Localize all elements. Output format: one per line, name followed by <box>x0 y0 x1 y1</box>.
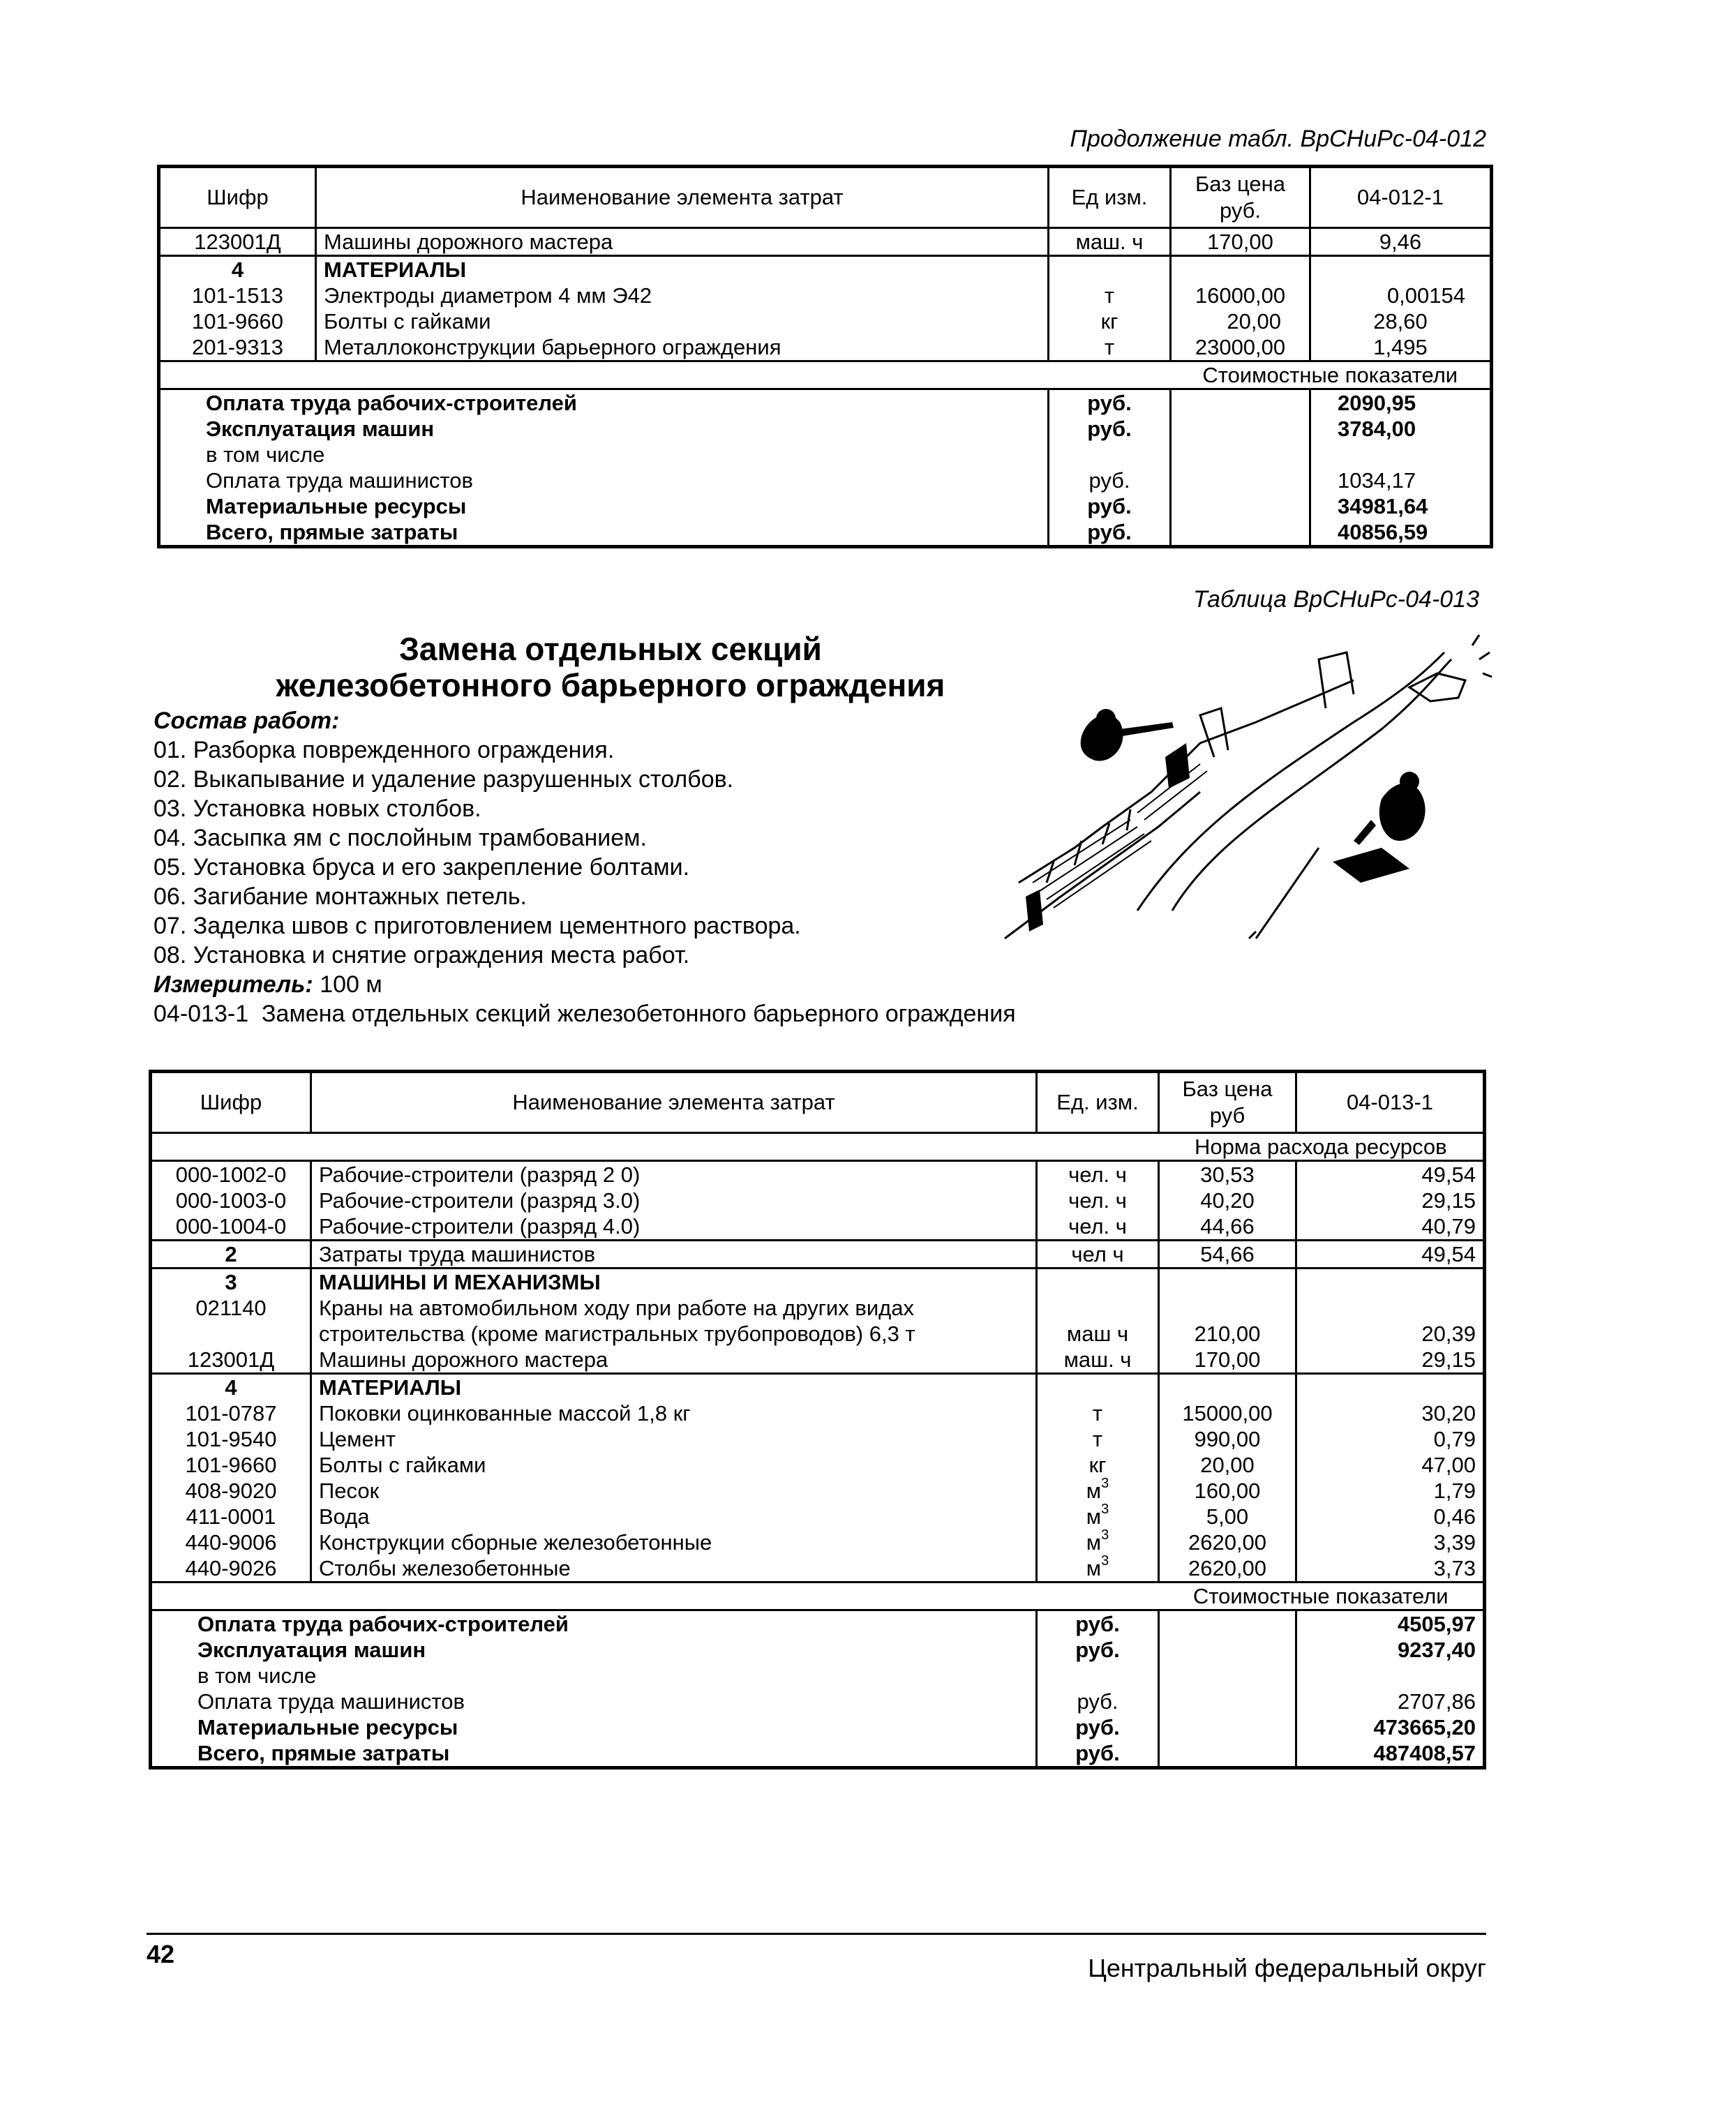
header-price: Баз цена руб <box>1159 1072 1296 1133</box>
cost-value <box>1296 1663 1485 1689</box>
row-unit: т <box>1049 334 1171 361</box>
cost-header-row <box>151 1582 1485 1610</box>
cost-unit: руб. <box>1049 493 1171 519</box>
row-value <box>1296 1269 1485 1296</box>
row-unit: т <box>1037 1400 1159 1426</box>
cost-unit: руб. <box>1037 1637 1159 1663</box>
unit-text: м <box>1086 1479 1102 1503</box>
row-name: Машины дорожного мастера <box>316 228 1049 256</box>
footer-rule <box>147 1933 1486 1935</box>
row-value: 1,495 <box>1310 334 1492 361</box>
cost-empty <box>1171 519 1310 547</box>
row-value <box>1296 1374 1485 1401</box>
cost-unit: руб. <box>1049 416 1171 442</box>
unit-superscript: 3 <box>1101 1478 1109 1491</box>
table-row <box>151 1555 1485 1582</box>
work-item: 05. Установка бруса и его закрепление болтами. <box>154 854 690 881</box>
row-code: 000-1004-0 <box>175 1214 287 1239</box>
table-row <box>159 228 1492 256</box>
row-code: 101-1513 <box>191 283 283 308</box>
header-code: Шифр <box>151 1072 311 1133</box>
table-row <box>151 1504 1485 1529</box>
unit-superscript: 3 <box>1101 1555 1109 1569</box>
measure-label: Измеритель: <box>154 971 313 998</box>
row-code: 408-9020 <box>185 1479 277 1503</box>
row-code: 440-9006 <box>185 1530 277 1555</box>
row-unit: кг <box>1049 308 1171 334</box>
row-unit <box>1037 1504 1159 1529</box>
row-price: 15000,00 <box>1159 1400 1296 1426</box>
cost-row <box>151 1663 1485 1689</box>
cost-label: Эксплуатация машин <box>197 1638 426 1662</box>
row-value: 30,20 <box>1296 1400 1485 1426</box>
row-name: Рабочие-строители (разряд 3.0) <box>311 1188 1037 1213</box>
row-value: 0,46 <box>1296 1504 1485 1529</box>
cost-empty <box>1171 493 1310 519</box>
norm-header-row <box>151 1133 1485 1161</box>
cost-empty <box>1159 1610 1296 1638</box>
row-name: строительства (кроме магистральных трубопроводов) 6,3 т <box>311 1321 1037 1347</box>
row-name: Машины дорожного мастера <box>311 1347 1037 1374</box>
cost-row <box>159 442 1492 467</box>
row-value: 3,73 <box>1296 1555 1485 1582</box>
cost-unit: руб. <box>1037 1714 1159 1740</box>
row-code: 101-9660 <box>185 1453 277 1477</box>
cost-empty <box>1171 467 1310 493</box>
row-name: Металлоконструкции барьерного ограждения <box>316 334 1049 361</box>
cost-empty <box>1159 1689 1296 1714</box>
cost-row <box>159 416 1492 442</box>
work-heading: Состав работ: <box>154 708 340 734</box>
row-code: 201-9313 <box>191 335 283 359</box>
row-code: 3 <box>151 1269 311 1296</box>
table-row <box>151 1269 1485 1296</box>
cost-row <box>159 467 1492 493</box>
cost-label: Оплата труда рабочих-строителей <box>159 389 1049 417</box>
cost-label: Материальные ресурсы <box>197 1715 458 1739</box>
row-name: Болты с гайками <box>316 308 1049 334</box>
cost-header: Стоимостные показатели <box>1171 361 1492 389</box>
header-unit: Ед. изм. <box>1037 1072 1159 1133</box>
row-value: 29,15 <box>1296 1347 1485 1374</box>
cost-row <box>151 1610 1485 1638</box>
row-code: 4 <box>151 1374 311 1401</box>
cost-row <box>159 493 1492 519</box>
row-price: 210,00 <box>1159 1321 1296 1347</box>
row-name: Поковки оцинкованные массой 1,8 кг <box>311 1400 1037 1426</box>
cost-label: Всего, прямые затраты <box>197 1741 450 1765</box>
work-item: 01. Разборка поврежденного ограждения. <box>154 737 615 763</box>
row-value: 40,79 <box>1296 1213 1485 1241</box>
cost-value: 40856,59 <box>1310 519 1492 547</box>
row-code: 2 <box>151 1241 311 1269</box>
title-line-1: Замена отдельных секций <box>399 631 822 667</box>
cost-header-spacer <box>159 361 1171 389</box>
row-name: Конструкции сборные железобетонные <box>311 1529 1037 1555</box>
row-code: 123001Д <box>159 228 316 256</box>
table-row <box>151 1161 1485 1188</box>
row-name: Рабочие-строители (разряд 4.0) <box>311 1213 1037 1241</box>
cost-row <box>151 1637 1485 1663</box>
row-price: 54,66 <box>1159 1241 1296 1269</box>
cost-label: Оплата труда машинистов <box>206 468 473 493</box>
row-name: Вода <box>311 1504 1037 1529</box>
cost-value: 9237,40 <box>1296 1637 1485 1663</box>
row-name: Песок <box>311 1478 1037 1504</box>
cost-value: 1034,17 <box>1310 467 1492 493</box>
cost-value: 473665,20 <box>1296 1714 1485 1740</box>
header-name: Наименование элемента затрат <box>311 1072 1037 1133</box>
work-item: 02. Выкапывание и удаление разрушенных столбов. <box>154 766 734 793</box>
row-price: 23000,00 <box>1171 334 1310 361</box>
cost-header-spacer <box>151 1582 1159 1610</box>
row-code: 4 <box>159 256 316 283</box>
cost-unit: руб. <box>1049 519 1171 547</box>
row-value: 28,60 <box>1310 308 1492 334</box>
row-unit: чел. ч <box>1037 1161 1159 1188</box>
cost-value: 34981,64 <box>1310 493 1492 519</box>
cost-unit: руб. <box>1037 1689 1159 1714</box>
cost-value <box>1310 442 1492 467</box>
header-code: Шифр <box>159 167 316 228</box>
table-04-012 <box>157 165 1493 548</box>
row-price: 170,00 <box>1171 228 1310 256</box>
cost-row <box>151 1689 1485 1714</box>
cost-unit <box>1037 1663 1159 1689</box>
cost-label: в том числе <box>206 442 325 467</box>
row-price: 170,00 <box>1159 1347 1296 1374</box>
cost-row <box>159 389 1492 417</box>
row-price: 990,00 <box>1159 1426 1296 1452</box>
row-name: Краны на автомобильном ходу при работе на других видах <box>311 1295 1037 1321</box>
row-price <box>1159 1374 1296 1401</box>
table-caption: Таблица ВрСНиРс-04-013 <box>1192 586 1479 613</box>
row-unit <box>1037 1478 1159 1504</box>
work-item: 04. Засыпка ям с послойным трамбованием. <box>154 825 647 851</box>
table-row <box>151 1374 1485 1401</box>
work-item: 06. Загибание монтажных петель. <box>154 883 527 910</box>
row-unit <box>1037 1529 1159 1555</box>
row-unit: чел. ч <box>1037 1213 1159 1241</box>
unit-text: м <box>1086 1504 1102 1529</box>
cost-value: 3784,00 <box>1310 416 1492 442</box>
table-row <box>151 1400 1485 1426</box>
row-value: 49,54 <box>1296 1161 1485 1188</box>
row-price: 2620,00 <box>1159 1555 1296 1582</box>
cost-empty <box>1171 416 1310 442</box>
measure-line <box>154 970 1016 999</box>
norm-line: 04-013-1 Замена отдельных секций железобетонного барьерного ограждения <box>154 1001 1016 1027</box>
cost-label: в том числе <box>197 1663 317 1688</box>
table-row <box>151 1529 1485 1555</box>
table-row <box>151 1478 1485 1504</box>
table-row <box>151 1213 1485 1241</box>
row-value: 20,39 <box>1296 1321 1485 1347</box>
row-value: 3,39 <box>1296 1529 1485 1555</box>
cost-label: Оплата труда машинистов <box>197 1689 465 1714</box>
cost-empty <box>1159 1637 1296 1663</box>
cost-empty <box>1159 1740 1296 1768</box>
table-row <box>151 1188 1485 1213</box>
norm-header-spacer <box>151 1133 1159 1161</box>
row-price: 160,00 <box>1159 1478 1296 1504</box>
row-unit <box>1037 1269 1159 1296</box>
row-price: 44,66 <box>1159 1213 1296 1241</box>
row-value: 1,79 <box>1296 1478 1485 1504</box>
cost-label: Оплата труда рабочих-строителей <box>151 1610 1037 1638</box>
row-code: 411-0001 <box>186 1504 276 1529</box>
work-composition <box>154 706 1016 1028</box>
cost-unit: руб. <box>1037 1610 1159 1638</box>
section-title <box>209 631 1012 703</box>
header-norm: 04-012-1 <box>1310 167 1492 228</box>
header-unit: Ед изм. <box>1049 167 1171 228</box>
title-line-2: железобетонного барьерного ограждения <box>276 667 945 703</box>
table-04-013 <box>149 1070 1486 1769</box>
row-unit: маш. ч <box>1037 1347 1159 1374</box>
cost-value: 4505,97 <box>1296 1610 1485 1638</box>
row-value: 0,00154 <box>1310 283 1492 308</box>
table-header-row <box>151 1072 1485 1133</box>
table-row <box>151 1295 1485 1321</box>
row-name: Рабочие-строители (разряд 2 0) <box>311 1161 1037 1188</box>
row-name: Цемент <box>311 1426 1037 1452</box>
cost-unit: руб. <box>1037 1740 1159 1768</box>
cost-row <box>151 1740 1485 1768</box>
cost-row <box>159 519 1492 547</box>
row-price: 20,00 <box>1159 1452 1296 1478</box>
row-price: 5,00 <box>1159 1504 1296 1529</box>
row-name: МАШИНЫ И МЕХАНИЗМЫ <box>311 1269 1037 1296</box>
work-item: 07. Заделка швов с приготовлением цементного раствора. <box>154 913 801 939</box>
row-value: 0,79 <box>1296 1426 1485 1452</box>
row-code <box>151 1321 311 1347</box>
cost-empty <box>1159 1663 1296 1689</box>
row-price <box>1171 256 1310 283</box>
cost-label: Всего, прямые затраты <box>206 520 458 544</box>
table-row <box>159 334 1492 361</box>
row-value: 49,54 <box>1296 1241 1485 1269</box>
row-unit: чел. ч <box>1037 1188 1159 1213</box>
row-price: 16000,00 <box>1171 283 1310 308</box>
header-name: Наименование элемента затрат <box>316 167 1049 228</box>
row-unit: чел ч <box>1037 1241 1159 1269</box>
row-unit <box>1037 1555 1159 1582</box>
footer-region: Центральный федеральный округ <box>1088 1954 1486 1982</box>
table-continuation-caption: Продолжение табл. ВрСНиРс-04-012 <box>1070 126 1486 152</box>
header-norm: 04-013-1 <box>1296 1072 1485 1133</box>
row-name: Столбы железобетонные <box>311 1555 1037 1582</box>
cost-value: 487408,57 <box>1296 1740 1485 1768</box>
row-price: 20,00 <box>1171 308 1310 334</box>
unit-text: м <box>1086 1530 1102 1555</box>
row-value: 9,46 <box>1310 228 1492 256</box>
cost-row <box>151 1714 1485 1740</box>
cost-value: 2090,95 <box>1310 389 1492 417</box>
row-price <box>1159 1295 1296 1321</box>
unit-superscript: 3 <box>1101 1529 1109 1543</box>
row-unit: маш ч <box>1037 1321 1159 1347</box>
row-code: 101-9660 <box>191 309 283 334</box>
page-number: 42 <box>147 1940 175 1968</box>
workers-illustration <box>991 631 1493 973</box>
row-value: 29,15 <box>1296 1188 1485 1213</box>
row-price: 2620,00 <box>1159 1529 1296 1555</box>
table-row <box>151 1347 1485 1374</box>
table-row <box>151 1426 1485 1452</box>
cost-empty <box>1171 442 1310 467</box>
row-code: 101-9540 <box>185 1427 277 1451</box>
table-row <box>159 283 1492 308</box>
row-unit: т <box>1037 1426 1159 1452</box>
cost-label: Эксплуатация машин <box>206 417 435 441</box>
norm-header: Норма расхода ресурсов <box>1159 1133 1485 1161</box>
row-name: Болты с гайками <box>311 1452 1037 1478</box>
table-row <box>151 1452 1485 1478</box>
cost-label: Материальные ресурсы <box>206 494 467 518</box>
row-value <box>1310 256 1492 283</box>
cost-unit: руб. <box>1049 389 1171 417</box>
work-item: 08. Установка и снятие ограждения места работ. <box>154 942 690 968</box>
cost-value: 2707,86 <box>1296 1689 1485 1714</box>
row-name: Затраты труда машинистов <box>311 1241 1037 1269</box>
work-item: 03. Установка новых столбов. <box>154 795 481 822</box>
row-value <box>1296 1295 1485 1321</box>
table-row <box>151 1241 1485 1269</box>
row-code: 000-1002-0 <box>151 1161 311 1188</box>
row-price: 30,53 <box>1159 1161 1296 1188</box>
row-code: 021140 <box>195 1296 267 1320</box>
row-value: 47,00 <box>1296 1452 1485 1478</box>
row-code: 101-0787 <box>185 1401 277 1426</box>
row-code: 123001Д <box>187 1347 275 1372</box>
table-header-row <box>159 167 1492 228</box>
row-unit <box>1049 256 1171 283</box>
unit-superscript: 3 <box>1101 1504 1109 1517</box>
row-unit: т <box>1049 283 1171 308</box>
row-unit <box>1037 1295 1159 1321</box>
cost-unit <box>1049 442 1171 467</box>
row-unit: кг <box>1037 1452 1159 1478</box>
row-name: МАТЕРИАЛЫ <box>316 256 1049 283</box>
header-price: Баз цена руб. <box>1171 167 1310 228</box>
table-row <box>159 308 1492 334</box>
table-row <box>159 256 1492 283</box>
cost-header: Стоимостные показатели <box>1159 1582 1485 1610</box>
row-price: 40,20 <box>1159 1188 1296 1213</box>
cost-unit: руб. <box>1049 467 1171 493</box>
row-unit <box>1037 1374 1159 1401</box>
row-unit: маш. ч <box>1049 228 1171 256</box>
measure-value: 100 м <box>320 971 382 998</box>
row-name: МАТЕРИАЛЫ <box>311 1374 1037 1401</box>
table-row <box>151 1321 1485 1347</box>
cost-header-row <box>159 361 1492 389</box>
row-code: 440-9026 <box>185 1556 277 1580</box>
unit-text: м <box>1086 1556 1102 1580</box>
row-price <box>1159 1269 1296 1296</box>
cost-empty <box>1159 1714 1296 1740</box>
cost-empty <box>1171 389 1310 417</box>
row-code: 000-1003-0 <box>175 1188 287 1213</box>
row-name: Электроды диаметром 4 мм Э42 <box>316 283 1049 308</box>
